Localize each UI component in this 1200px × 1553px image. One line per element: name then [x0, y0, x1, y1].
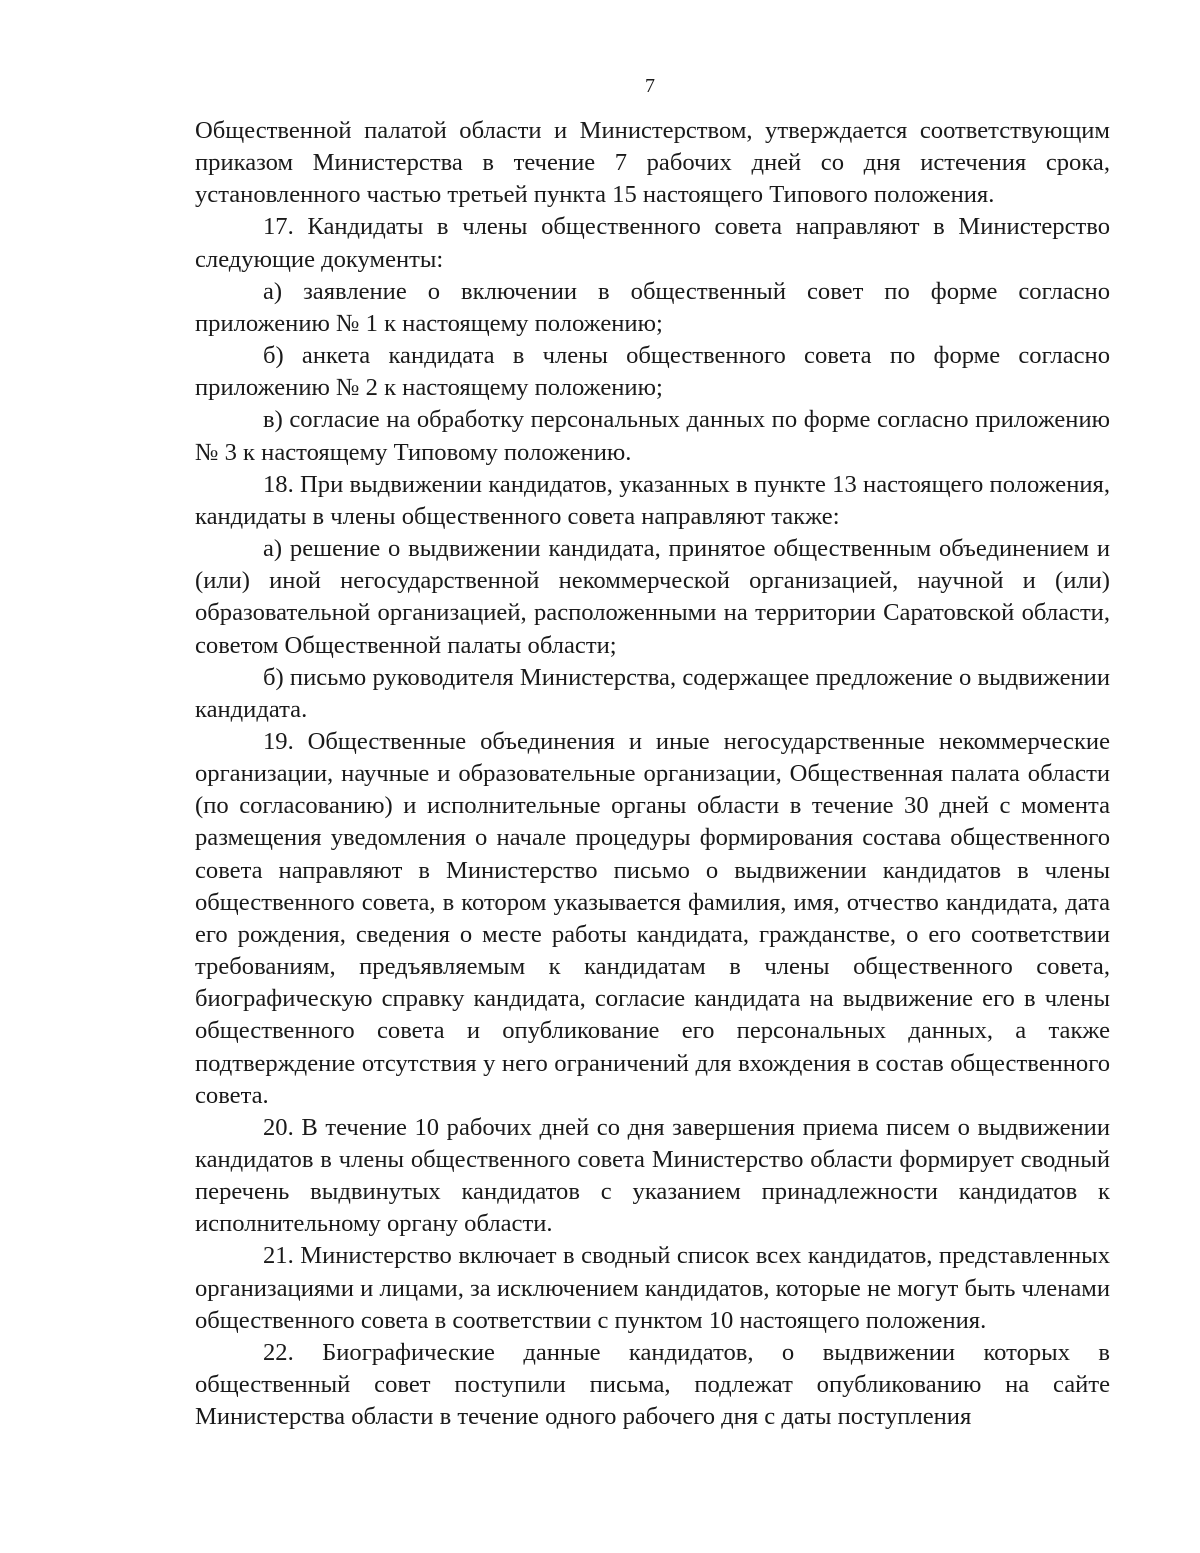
paragraph-22: 22. Биографические данные кандидатов, о выдвижении которых в общественный совет поступили письма, подлежат опубликованию на сайте Министерства области в течение одного рабочего дня с даты поступления [195, 1338, 1110, 1431]
paragraph-19: 19. Общественные объединения и иные негосударственные некоммерческие организации, научные и образовательные организации, Общественная палата области (по согласованию) и исполнительные органы области в течение 30 дней с момента размещения уведомления о начале процедуры формирования состава общественного совета направляют в Министерство письмо о выдвижении кандидатов в члены общественного совета, в котором указывается фамилия, имя, отчество кандидата, дата его рождения, сведения о месте работы кандидата, гражданстве, о его соответствии требованиям, предъявляемым к кандидатам в члены общественного совета, биографическую справку кандидата, согласие кандидата на выдвижение его в члены общественного совета и опубликование его персональных данных, а также подтверждение отсутствия у него ограничений для вхождения в состав общественного совета. [195, 727, 1110, 1109]
paragraph-20: 20. В течение 10 рабочих дней со дня завершения приема писем о выдвижении кандидатов в члены общественного совета Министерство области формирует сводный перечень выдвинутых кандидатов с указанием принадлежности кандидатов к исполнительному органу области. [195, 1113, 1110, 1238]
page-number: 7 [645, 75, 655, 97]
paragraph-17-b: б) анкета кандидата в члены общественного совета по форме согласно приложению № 2 к настоящему положению; [195, 342, 1110, 402]
paragraph-17-v: в) согласие на обработку персональных данных по форме согласно приложению № 3 к настоящему Типовому положению. [195, 406, 1110, 466]
paragraph-continuation: Общественной палатой области и Министерством, утверждается соответствующим приказом Министерства в течение 7 рабочих дней со дня истечения срока, установленного частью третьей пункта 15 настоящего Типового положения. [195, 117, 1110, 209]
paragraph-21: 21. Министерство включает в сводный список всех кандидатов, представленных организациями и лицами, за исключением кандидатов, которые не могут быть членами общественного совета в соответствии с пунктом 10 настоящего положения. [195, 1242, 1110, 1334]
paragraph-18: 18. При выдвижении кандидатов, указанных в пункте 13 настоящего положения, кандидаты в члены общественного совета направляют также: [195, 470, 1110, 530]
paragraph-18-a: а) решение о выдвижении кандидата, принятое общественным объединением и (или) иной негосударственной некоммерческой организацией, научной и (или) образовательной организацией, расположенными на территории Саратовской области, советом Общественной палаты области; [195, 535, 1110, 659]
paragraph-18-b: б) письмо руководителя Министерства, содержащее предложение о выдвижении кандидата. [195, 663, 1110, 723]
paragraph-17: 17. Кандидаты в члены общественного совета направляют в Министерство следующие документы: [195, 213, 1110, 273]
paragraph-17-a: а) заявление о включении в общественный совет по форме согласно приложению № 1 к настоящему положению; [195, 277, 1110, 337]
document-body [195, 115, 1110, 1433]
